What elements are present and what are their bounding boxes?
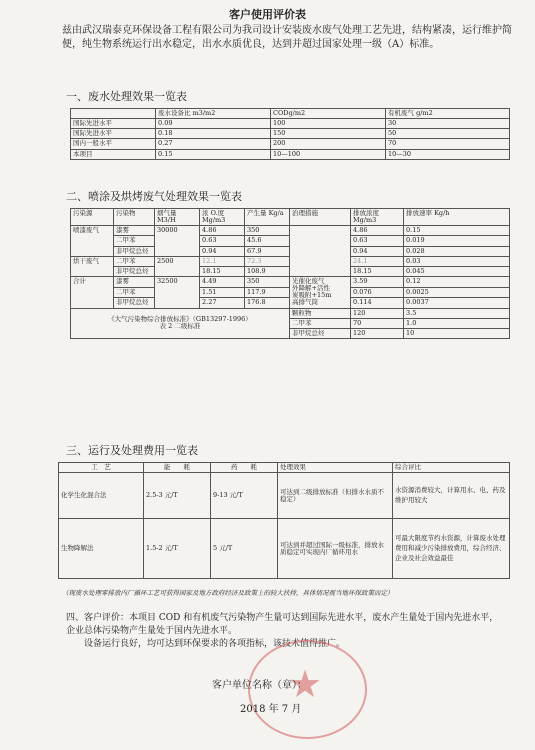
table-cell: 0.03 (404, 256, 510, 266)
table-header-row (71, 109, 510, 119)
table-row (59, 519, 510, 579)
table-row (59, 473, 510, 519)
table-cell: 72.3 (245, 256, 290, 266)
table-cell (290, 226, 351, 277)
table-row (71, 149, 510, 159)
table-cell: 生物降解法 (59, 519, 144, 579)
header-cell: 处理效果 (278, 463, 393, 473)
measure-line: 炭吸附+15m (292, 291, 332, 300)
table-cell: 32500 (155, 276, 200, 308)
wastewater-table (70, 108, 510, 160)
seal-star-icon: ★ (288, 662, 323, 706)
header-cell: 浓 O.度 Mg/m3 (200, 209, 245, 226)
table-cell: 10 (404, 328, 510, 338)
table-cell: 0.94 (351, 246, 404, 256)
header-cell: 能 耗 (144, 463, 211, 473)
sign-label: 客户单位名称（章）： (212, 680, 307, 691)
table-cell: 10—100 (271, 149, 386, 159)
table-cell: 颗粒物 (290, 308, 351, 318)
footnote: （现废水处理零排放内厂循环工艺可获得国家及地方政府经济及政策上的较大扶持，具体情况视当地环保政策而定） (62, 589, 394, 597)
table-row (71, 308, 510, 318)
table-cell: 二甲苯 (114, 236, 155, 246)
standard-note: 《大气污染物综合排放标准》（GB13297-1996） (108, 315, 252, 324)
table-cell: 非甲烷总烃 (114, 298, 155, 309)
table-cell: 0.019 (404, 236, 510, 246)
table-cell: 120 (351, 328, 404, 338)
summary-paragraph: 设备运行良好，均可达到环保要求的各项指标，该技术值得推广。 (84, 639, 346, 649)
table-cell: 水资源消费较大，计算用水、电、药及维护用较大 (393, 473, 510, 519)
table-cell: 漆雾 (114, 226, 155, 236)
standard-note-cell (71, 308, 290, 338)
table-cell: 国际先进水平 (71, 129, 156, 139)
header-cell: 工 艺 (59, 463, 144, 473)
intro-paragraph: 兹由武汉瑞泰克环保设备工程有限公司为我司设计安装废水废气处理工艺先进，结构紧凑，运行维护简便，纯生物系统运行出水稳定，出水水质优良，达到并超过国家处理一级（A）标准。 (62, 25, 512, 50)
table-cell: 0.12 (404, 276, 510, 287)
table-cell: 120 (351, 308, 404, 318)
table-cell: 350 (245, 226, 290, 236)
table-cell: 24.1 (351, 256, 404, 266)
source-cell: 喷漆废气 (71, 226, 114, 256)
table-cell: 50 (386, 129, 510, 139)
table-cell: 非甲烷总烃 (114, 246, 155, 256)
section1-heading: 一、废水处理效果一览表 (66, 90, 187, 103)
table-cell: 70 (351, 318, 404, 328)
table-cell: 3.5 (404, 308, 510, 318)
header-cell: 药 耗 (211, 463, 278, 473)
header-cell: 排放速率 Kg/h (404, 209, 510, 226)
section3-heading: 三、运行及处理费用一览表 (66, 444, 198, 457)
table-cell: 0.18 (156, 129, 271, 139)
table-cell: 9-13 元/T (211, 473, 278, 519)
table-cell: 本项目 (71, 149, 156, 159)
table-cell: 0.114 (351, 298, 404, 309)
table-cell: 1.5-2 元/T (144, 519, 211, 579)
table-cell: 可达到二级排放标准（但排水水质不稳定） (278, 473, 393, 519)
table-cell: 0.63 (200, 236, 245, 246)
table-cell: 0.15 (156, 149, 271, 159)
source-cell: 烘干废气 (71, 256, 114, 276)
table-cell: 非甲烷总烃 (114, 266, 155, 276)
table-cell: 二甲苯 (114, 256, 155, 266)
table-header-row (59, 463, 510, 473)
table-cell: 4.86 (351, 226, 404, 236)
table-cell: 1.51 (200, 287, 245, 298)
standard-sub: 表 2 二级标准 (159, 322, 201, 331)
table-cell: 30 (386, 119, 510, 129)
table-header-row (71, 209, 510, 226)
table-cell: 100 (271, 119, 386, 129)
table-cell: 150 (271, 129, 386, 139)
table-row (71, 226, 510, 236)
table-row (71, 276, 510, 287)
header-cell: 有机废气 g/m2 (386, 109, 510, 119)
table-cell: 可达到并超过国际一级标准，排放水质稳定可实现内厂循环用水 (278, 519, 393, 579)
table-cell: 2500 (155, 256, 200, 276)
measure-line: 高排气筒 (292, 298, 318, 307)
header-cell: 废水设备比 m3/m2 (156, 109, 271, 119)
table-cell: 12.1 (200, 256, 245, 266)
source-cell: 合计 (71, 276, 114, 308)
table-row (71, 139, 510, 149)
table-cell: 0.63 (351, 236, 404, 246)
table-row (71, 119, 510, 129)
table-cell: 4.86 (200, 226, 245, 236)
table-cell: 108.9 (245, 266, 290, 276)
table-cell: 0.27 (156, 139, 271, 149)
summary-paragraph: 四、客户评价：本项目 COD 和有机废气污染物产生量可达到国际先进水平，废水产生量处于国内先进水平，企业总体污染物产生量处于国内先进水平。 (66, 613, 499, 636)
table-cell: 70 (386, 139, 510, 149)
table-cell: 10—30 (386, 149, 510, 159)
table-cell: 200 (271, 139, 386, 149)
header-cell: 产生量 Kg/a (245, 209, 290, 226)
header-cell: 排放浓度 Mg/m3 (351, 209, 404, 226)
table-cell: 二甲苯 (114, 287, 155, 298)
table-cell: 4.49 (200, 276, 245, 287)
table-cell: 117.9 (245, 287, 290, 298)
table-cell: 2.5-3 元/T (144, 473, 211, 519)
table-cell: 化学生化混合法 (59, 473, 144, 519)
table-cell: 176.8 (245, 298, 290, 309)
table-cell: 漆雾 (114, 276, 155, 287)
table-cell: 0.15 (404, 226, 510, 236)
measure-line: 外降解+活性 (292, 284, 330, 293)
table-cell: 0.94 (200, 246, 245, 256)
table-cell: 1.0 (404, 318, 510, 328)
header-cell: 污染物 (114, 209, 155, 226)
table-cell: 0.0037 (404, 298, 510, 309)
table-cell: 350 (245, 276, 290, 287)
table-cell: 18.15 (351, 266, 404, 276)
table-cell: 30000 (155, 226, 200, 256)
table-cell: 3.59 (351, 276, 404, 287)
date: 2018 年 7 月 (240, 704, 302, 715)
header-cell: CODg/m2 (271, 109, 386, 119)
header-cell: 治理措施 (290, 209, 351, 226)
table-cell: 可最大限度节约水资源，计算废水处理费用和减少污染排放费用，综合经济、企业及社会效益最佳 (393, 519, 510, 579)
table-cell: 0.09 (156, 119, 271, 129)
section2-heading: 二、喷涂及烘烤废气处理效果一览表 (66, 190, 242, 203)
table-cell: 18.15 (200, 266, 245, 276)
header-cell: 综合评比 (393, 463, 510, 473)
page-title: 客户使用评价表 (229, 8, 306, 21)
exhaust-gas-table (70, 208, 510, 339)
table-cell: 2.27 (200, 298, 245, 309)
table-cell: 67.9 (245, 246, 290, 256)
table-cell: 0.045 (404, 266, 510, 276)
treatment-measure-cell (290, 276, 351, 308)
table-cell: 0.028 (404, 246, 510, 256)
table-cell: 0.076 (351, 287, 404, 298)
table-cell: 国际先进水平 (71, 119, 156, 129)
table-cell: 二甲苯 (290, 318, 351, 328)
table-cell: 非甲烷总烃 (290, 328, 351, 338)
header-cell: 污染源 (71, 209, 114, 226)
table-cell: 国内一般水平 (71, 139, 156, 149)
table-cell: 5 元/T (211, 519, 278, 579)
header-cell: 烟气量 M3/H (155, 209, 200, 226)
table-cell: 45.6 (245, 236, 290, 246)
header-cell (71, 109, 156, 119)
table-cell: 0.0025 (404, 287, 510, 298)
measure-line: 光催化废气 (292, 276, 325, 285)
cost-table (58, 462, 510, 579)
table-row (71, 129, 510, 139)
